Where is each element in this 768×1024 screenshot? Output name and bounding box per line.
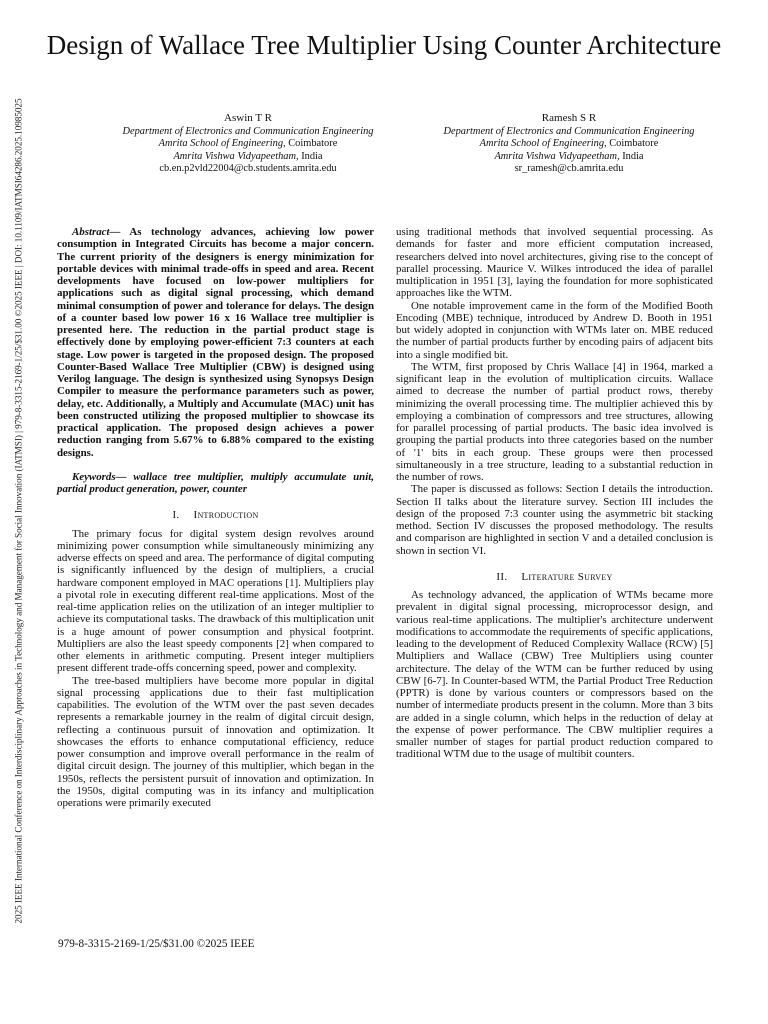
author-city: Coimbatore (606, 138, 659, 150)
paragraph: One notable improvement came in the form of the Modified Booth Encoding (MBE) technique, introduced by Andrew D. Booth in 1951 but widely adopted in conjunction with WTMs later on. MBE reduced the number of partial products further by encoding pairs of adjacent bits into a single modified bit. (396, 299, 713, 361)
footer-copyright: 979-8-3315-2169-1/25/$31.00 ©2025 IEEE (58, 938, 255, 950)
paper-title: Design of Wallace Tree Multiplier Using Counter Architecture (46, 30, 722, 60)
section-title: Introduction (193, 509, 259, 522)
author-block-2 (404, 112, 734, 176)
paragraph: The paper is discussed as follows: Section I details the introduction. Section II talks about the literature survey. Section III includes the design of the proposed 7:3 counter using the asymmetric bit stacking method. Section IV discusses the proposed methodology. The results and comparison are highlighted in section V and a detailed conclusion is shown in section VI. (396, 483, 713, 557)
author-country: India (619, 150, 644, 162)
author-name: Ramesh S R (541, 112, 597, 124)
author-email: cb.en.p2vld22004@cb.students.amrita.edu (159, 163, 337, 175)
section-number: I. (172, 509, 180, 522)
author-school: Amrita School of Engineering, (479, 138, 607, 150)
paragraph: The primary focus for digital system design revolves around minimizing power consumption while simultaneously minimizing any adverse effects on speed and area. The performance of digital computing is significantly influenced by the design of multipliers, a crucial hardware component employed in MAC operations [1]. Multipliers play a pivotal role in executing different real-time applications. Most of the real-time application relies on the utilization of an integer multiplier to achieve its computational tasks. The drawback of this multiplication unit is a huge amount of power consumption and physical footprint. Multipliers are also the least speedy components [2] when compared to other elements in arithmetic computing. Present integer multipliers present different trade-offs concerning speed, power and complexity. (57, 527, 374, 675)
author-school: Amrita School of Engineering, (158, 138, 286, 150)
abstract-label: Abstract— (72, 226, 121, 238)
paragraph: The tree-based multipliers have become more popular in digital signal processing applications due to their fast multiplication capabilities. The evolution of the WTM over the past seven decades represents a remarkable journey in the realm of digital circuit design, reflecting a continuous pursuit of innovation and optimization. It showcases the efforts to enhance computational efficiency, reduce power consumption and improve overall performance in the realm of digital circuit design. The journey of this multiplier, which began in the 1950s, reflects the persistent pursuit of innovation and optimization. In the 1950s, digital computing was in its infancy and multiplication operations were primarily executed (57, 674, 374, 809)
paragraph: The WTM, first proposed by Chris Wallace [4] in 1964, marked a significant leap in the evolution of multiplication circuits. Wallace aimed to decrease the number of partial product rows, thereby minimizing the overall processing time. The multiplier achieved this by employing a combination of compressors and tree structures, allowing for parallel processing of partial products. The basic idea involved is grouping the partial products into three categories based on the number of '1' bits in each group. These groups were then processed simultaneously in a tree structure, leading to a substantial reduction in the number of rows. (396, 360, 713, 483)
keywords (57, 471, 374, 496)
author-university: Amrita Vishwa Vidyapeetham, (494, 150, 620, 162)
section-heading-literature-survey (396, 571, 713, 583)
keywords-text: wallace tree multiplier, multiply accumulate unit, partial product generation, power, counter (57, 470, 374, 495)
abstract-text: As technology advances, achieving low power consumption in Integrated Circuits has become a major concern. The current priority of the designers is energy minimization for portable devices with minimal trade-offs in speed and area. Recent developments have focused on low-power multipliers for applications such as digital signal processing, which demand minimal consumption of power and tolerance for delays. The design of a counter based low power 16 x 16 Wallace tree multiplier is presented here. The reduction in the partial product stage is effectively done by employing power-efficient 7:3 counters at each stage. Low power is targeted in the proposed design. The proposed Counter-Based Wallace Tree Multiplier (CBW) is designed using Verilog language. The design is synthesized using Synopsys Design Compiler to measure the performance parameters such as power, delay, etc. Additionally, a Multiply and Accumulate (MAC) unit has been constructed utilizing the proposed multiplier to showcase its practical application. The proposed design achieves a power reduction ranging from 5.67% to 6.88% compared to the existing designs. (57, 226, 374, 459)
left-column (57, 226, 374, 809)
section-title: Literature Survey (521, 570, 613, 583)
author-name: Aswin T R (224, 112, 272, 124)
author-university: Amrita Vishwa Vidyapeetham, (173, 150, 299, 162)
right-column (396, 226, 713, 761)
author-city: Coimbatore (285, 138, 338, 150)
abstract (57, 226, 374, 459)
keywords-label: Keywords— (72, 470, 127, 483)
author-email: sr_ramesh@cb.amrita.edu (514, 163, 624, 175)
sidebar-text: 2025 IEEE International Conference on Interdisciplinary Approaches in Technology and Management for Social Innovation (IATMSI) | 979-8-3315-2169-1/25/$31.00 ©2025 IEEE | DOI: 10.1109/IATMSI64286.2025.10985025 (14, 98, 25, 924)
section-number: II. (496, 570, 508, 583)
author-department: Department of Electronics and Communication Engineering (122, 125, 374, 137)
author-department: Department of Electronics and Communication Engineering (443, 125, 695, 137)
paragraph: using traditional methods that involved sequential processing. As demands for faster and more efficient computation increased, researchers delved into novel architectures, giving rise to the concept of parallel processing. Maurice V. Wilkes introduced the idea of parallel multiplication in 1951 [3], laying the foundation for more sophisticated approaches like the WTM. (396, 226, 713, 300)
paragraph: As technology advanced, the application of WTMs became more prevalent in digital signal processing, microprocessor design, and various real-time applications. The multiplier's architecture underwent modifications to accommodate the requirements of specific applications, leading to the development of Reduced Complexity Wallace (RCW) [5] Multipliers and Wallace (CBW) Tree Multipliers using counter architecture. The delay of the WTM can be further reduced by using CBW [6-7]. In Counter-based WTM, the Partial Product Tree Reduction (PPTR) is done by various counters or compressors based on the number of intermediate products present in the column. More than 3 bits are added in a single column, which helps in the reduction of delay at the expense of power performance. The CBW multiplier requires a smaller number of stages for partial product reduction compared to traditional WTM due to the usage of multibit counters. (396, 589, 713, 761)
author-block-1 (83, 112, 413, 176)
author-country: India (298, 150, 323, 162)
section-heading-introduction (57, 509, 374, 521)
sidebar-citation (12, 68, 26, 954)
